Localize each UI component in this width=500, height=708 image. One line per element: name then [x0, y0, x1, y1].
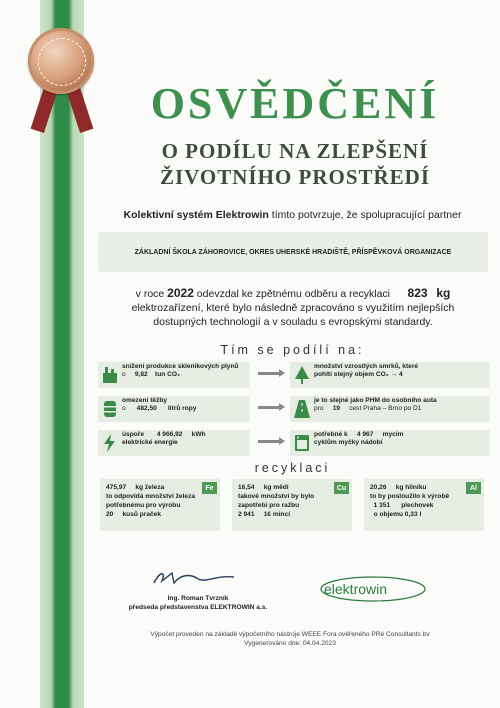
- arrow-icon: [258, 440, 280, 443]
- share-row-emissions: snížení produkce skleníkových plynů o 9,82 tun CO₂ množství vzrostlých smrků, které pohltí stejný objem CO₂ → 4: [98, 362, 490, 388]
- oil-barrel-icon: [101, 399, 119, 419]
- factory-icon: [101, 365, 119, 385]
- road-icon: [293, 399, 311, 419]
- fe-badge: Fe: [202, 482, 217, 494]
- medal-seal-icon: [28, 28, 94, 94]
- arrow-icon: [258, 406, 280, 409]
- partner-box: [98, 232, 488, 272]
- amount-text: v roce 2022 odevzdal ke zpětnému odběru a recyklaci 823 kg elektrozařízení, které bylo následně zpracováno s využitím nejlepších dostupných technologií a v souladu s evropskými standardy.: [131, 286, 455, 328]
- recycling-copper: Cu 16,54 kg mědi takové množství by bylo zapotřebí pro ražbu 2 941 1€ mincí: [232, 479, 352, 531]
- elektrowin-logo: elektrowin: [318, 575, 428, 603]
- share-heading: Tím se podílí na:: [220, 343, 365, 357]
- cu-badge: Cu: [334, 482, 349, 494]
- recycling-heading: recyklaci: [254, 461, 331, 475]
- certificate-subtitle: O PODÍLU NA ZLEPŠENÍ ŽIVOTNÍHO PROSTŘEDÍ: [159, 139, 431, 189]
- tree-icon: [293, 365, 311, 385]
- partner-name: ZÁKLADNÍ ŠKOLA ZÁHOROVICE, OKRES UHERSKÉ HRADIŠTĚ, PŘÍSPĚVKOVÁ ORGANIZACE: [134, 248, 452, 256]
- signatory: Ing. Roman Tvrzník předseda představenstva ELEKTROWIN a.s.: [128, 595, 268, 611]
- share-row-energy: úspoře 4 966,92 kWh elektrické energie potřebné k 4 967 mycím cyklům myčky nádobí: [98, 430, 490, 456]
- intro-text: Kolektivní systém Elektrowin tímto potvrzuje, že spolupracující partner: [123, 209, 462, 221]
- lightning-icon: [101, 433, 119, 453]
- footer: Výpočet proveden na základě výpočetního nástroje WEEE Fora ověřeného PRé Consultants bv Vygenerováno dne: 04.04.2023: [150, 631, 430, 647]
- dishwasher-icon: [293, 433, 311, 453]
- certificate-title: OSVĚDČENÍ: [150, 79, 440, 128]
- share-row-oil: omezení těžby o 482,50 litrů ropy je to stejné jako PHM do osobního auta pro 19 cest Praha – Brno po D1: [98, 396, 490, 422]
- recycling-aluminium: Al 20,26 kg hliníku to by posloužilo k výrobě 1 351 plechovek o objemu 0,33 l: [364, 479, 484, 531]
- arrow-icon: [258, 372, 280, 375]
- recycling-iron: Fe 475,97 kg železa to odpovídá množství železa potřebnému pro výrobu 20 kusů praček: [100, 479, 220, 531]
- signature-icon: [150, 565, 240, 593]
- al-badge: Al: [466, 482, 481, 494]
